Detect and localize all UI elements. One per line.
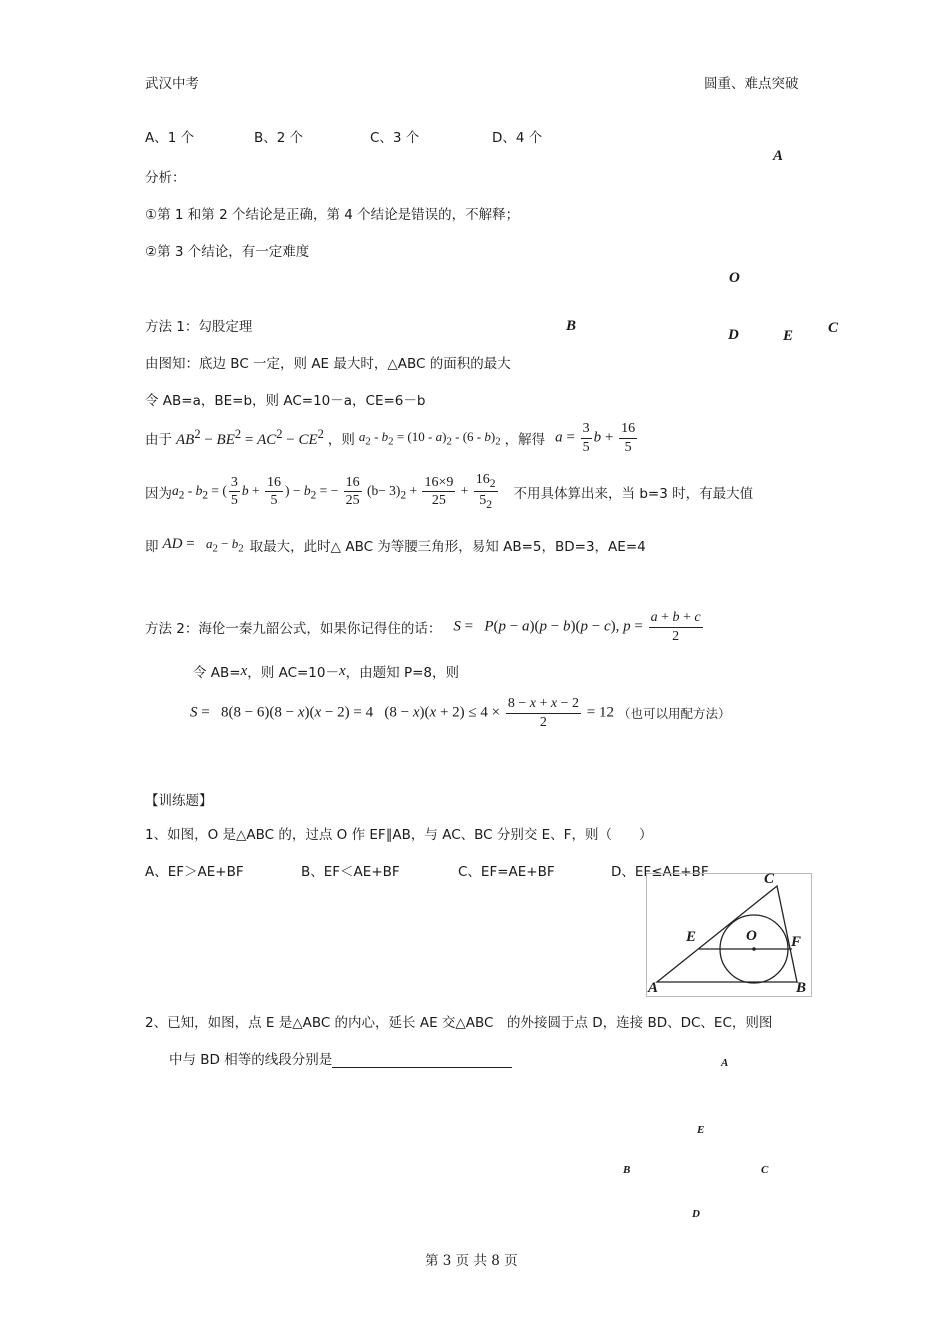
fig3-label-e: E [697,1124,705,1136]
fig2-label-o: O [746,928,757,944]
option-d: D、4 个 [492,130,543,146]
answer-blank[interactable] [332,1053,512,1068]
figure-incircle [646,873,812,997]
fig2-label-e: E [686,929,697,945]
fig2-label-f: F [791,934,802,950]
fig1-label-c: C [828,320,839,336]
var-x-2: x [339,662,346,679]
method1-line5-suffix: 取最大，此时△ ABC 为等腰三角形，易知 AB=5，BD=3，AE=4 [249,539,646,555]
fig3-label-c: C [761,1164,769,1176]
method2-line3-note: （也可以用配方法） [617,706,731,721]
question-2-line2 [169,1048,512,1068]
formula-pythag-2: $a_2 - b_2 = (10 - a)_2 - (6 - b)_2$ [358,428,501,448]
method1-line1: 由图知：底边 BC 一定，则 AE 最大时，△ABC 的面积的最大 [145,356,511,372]
page-footer: 第 3 页 共 8 页 [425,1253,518,1269]
formula-solution: a = $\frac{3}{5}$ b + $\frac{16}{5}$ [555,421,636,455]
formula-area: S = 8(8 − 6)(8 − x)(x − 2) = 4 (8 − x)(x + 2) ≤ 4 × $\frac{8 - x + x - 2}{2}$ = 12 [190,696,614,730]
fig1-label-d: D [728,327,739,343]
method2-line2-c: ，由题知 P=8，则 [345,665,460,681]
method1-line3-mid: ，则 [327,432,355,448]
method2-line3 [190,695,730,731]
figure-incircle-svg [647,874,811,996]
header-right: 圆重、难点突破 [704,76,799,92]
formula-pythag-1: $AB^2 - BE^2 = AC^2 - CE^2$ [176,427,324,448]
fig1-label-b: B [566,318,577,334]
fig1-label-o: O [729,270,740,286]
fig3-label-a: A [721,1057,729,1069]
fig3-label-d: D [692,1208,700,1220]
method2-title: 方法 2：海伦一秦九韶公式，如果你记得住的话： [145,621,442,637]
method2-line2-b: ，则 AC=10－ [247,665,339,681]
formula-ad: AD = $a_2 - b_2$ [162,535,244,555]
option-a: A、1 个 [145,130,195,146]
triangle-abc [657,886,797,982]
question-2-line2-text: 中与 BD 相等的线段分别是 [169,1052,333,1068]
method1-line4-note: 不用具体算出来，当 b=3 时，有最大值 [513,485,754,502]
center-o-dot [752,947,756,951]
training-title: 【训练题】 [145,793,213,809]
analysis-title: 分析： [145,170,186,186]
option-c: C、3 个 [370,130,420,146]
fig3-label-b: B [623,1164,631,1176]
method1-line3 [145,420,639,456]
method2-line2-a: 令 AB= [193,665,241,681]
question-2-line1: 2、已知，如图，点 E 是△ABC 的内心，延长 AE 交△ABC 的外接圆于点 D，连接 BD、DC、EC，则图 [145,1015,773,1031]
analysis-line2: ②第 3 个结论，有一定难度 [145,244,310,260]
method1-line3-solve: ，解得 [504,432,546,448]
method1-line5 [145,535,646,555]
question-1: 1、如图，O 是△ABC 的，过点 O 作 EF∥AB，与 AC、BC 分别交 E、F，则（ ） [145,827,653,843]
var-x-1: x [240,662,248,679]
analysis-line1: ①第 1 和第 2 个结论是正确，第 4 个结论是错误的，不解释； [145,207,520,223]
option-b: B、2 个 [254,130,304,146]
q1-option-d: D、EF≤AE+BF [611,864,709,880]
method1-title: 方法 1：勾股定理 [145,319,253,335]
fig2-label-a: A [648,980,659,996]
formula-heron: S = P(p − a)(p − b)(p − c), p = $\frac{a + b + c}{2}$ [453,610,701,644]
fig2-label-c: C [764,871,775,887]
fig1-label-a: A [773,148,784,164]
method2-line2 [193,661,459,681]
formula-maximize: $a_2 - b_2$ = ( $\frac{3}{5}$ b + $\frac{16}{5}$ ) − $b_2$ = − $\frac{16}{25}$ $(b- 3)_2$ + $\frac{16\times 9}{25}$ + $\frac{16_2}{5_2}$ [172,472,496,512]
method2-line1 [145,609,705,645]
method1-line4 [145,471,753,513]
method1-line4-prefix: 因为 [145,485,172,502]
q1-option-b: B、EF＜AE+BF [301,864,400,880]
q1-option-a: A、EF＞AE+BF [145,864,244,880]
fig1-label-e: E [783,328,794,344]
q1-option-c: C、EF=AE+BF [458,864,555,880]
header-left: 武汉中考 [145,76,199,92]
fig2-label-b: B [796,980,807,996]
method1-line5-prefix: 即 [145,539,159,555]
method1-line3-prefix: 由于 [145,432,172,448]
method1-line2: 令 AB=a，BE=b，则 AC=10－a，CE=6－b [145,393,426,409]
